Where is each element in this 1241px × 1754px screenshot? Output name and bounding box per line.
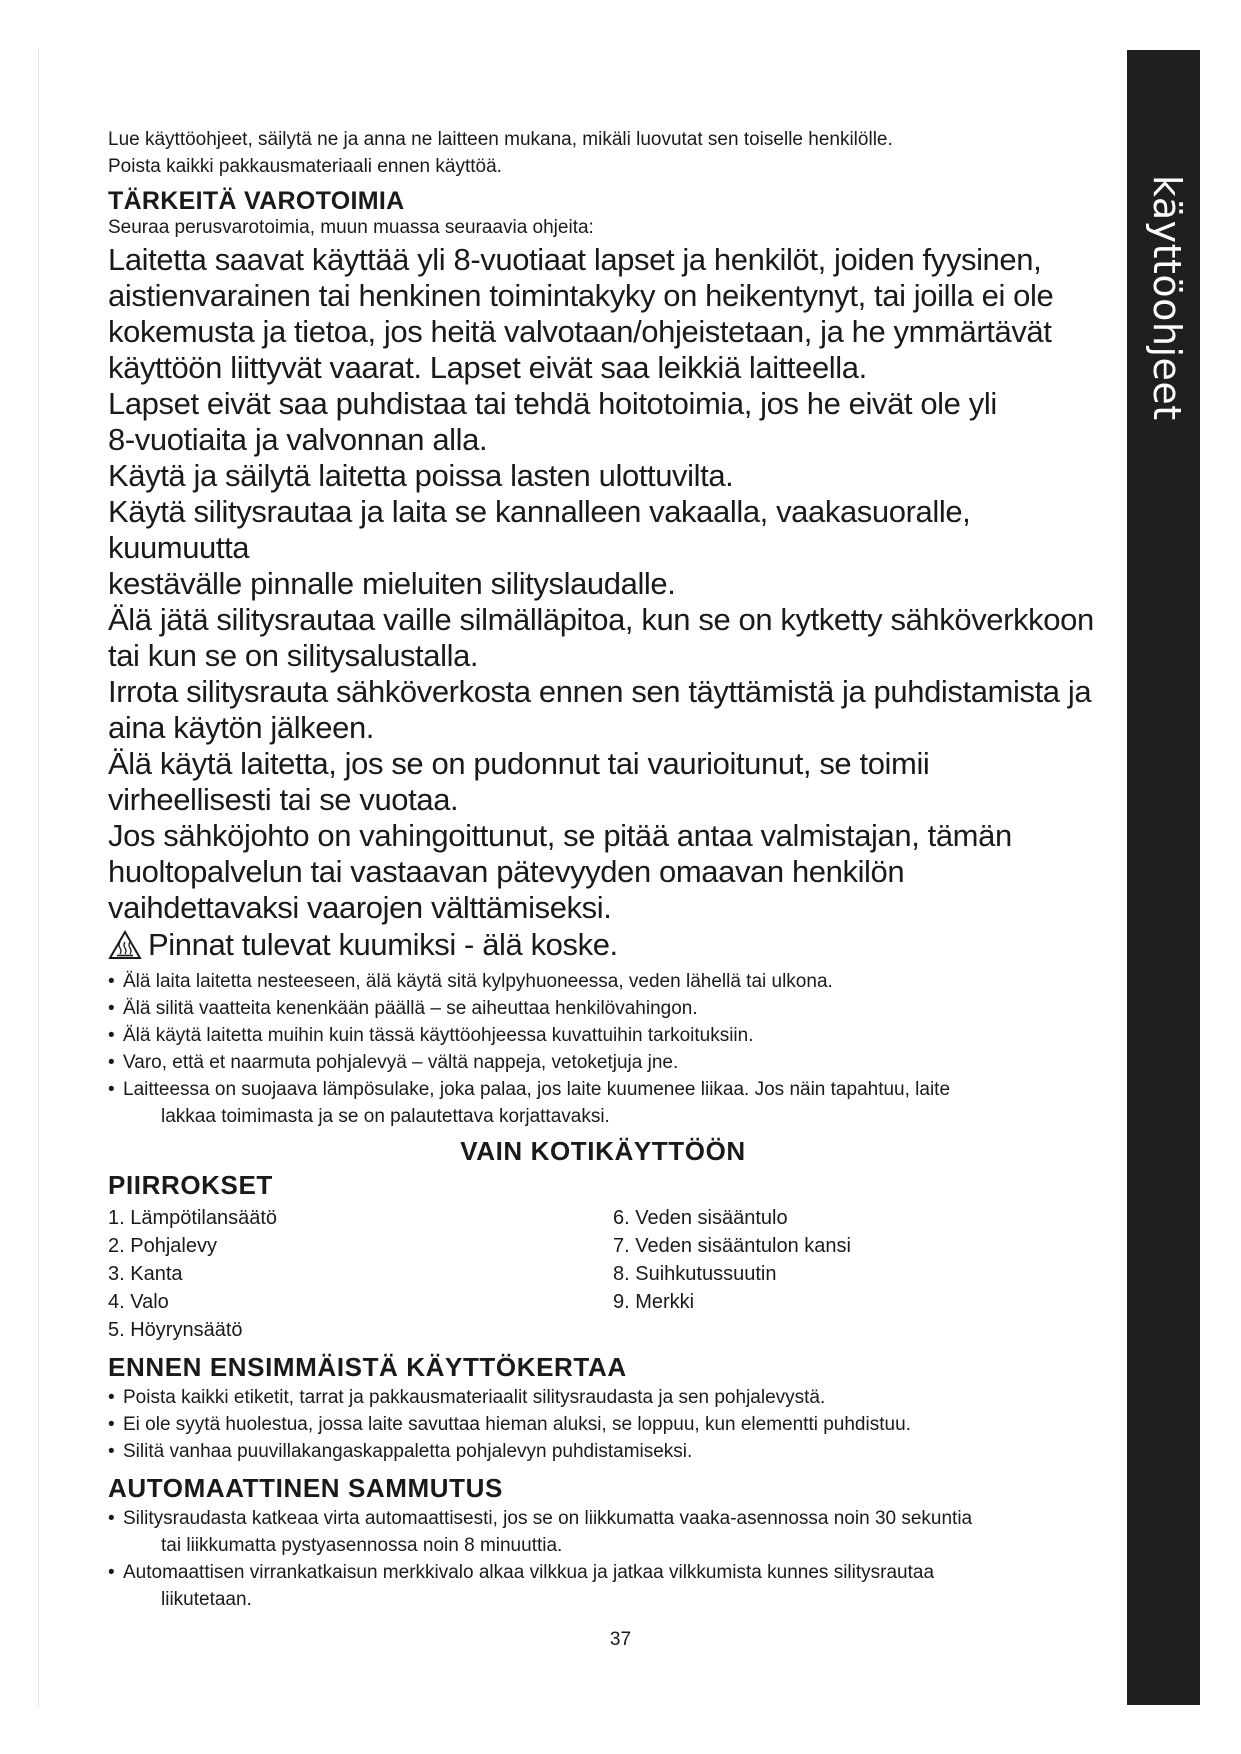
hot-surface-warning-icon — [108, 930, 142, 960]
safety-lead: Seuraa perusvarotoimia, muun muassa seuraavia ohjeita: — [108, 217, 594, 238]
list-item: • Älä laita laitetta nesteeseen, älä käytä sitä kylpyhuoneessa, veden lähellä tai ulkona. — [108, 968, 1118, 995]
list-item — [108, 1505, 1118, 1559]
list-item-continuation: liikutetaan. — [161, 1589, 252, 1610]
part-item: 2. Pohjalevy — [108, 1235, 217, 1257]
warning-line: käyttöön liittyvät vaarat. Lapset eivät saa leikkiä laitteella. — [108, 350, 867, 385]
hot-surface-text: Pinnat tulevat kuumiksi - älä koske. — [148, 927, 618, 962]
list-item: • Varo, että et naarmuta pohjalevyä – vältä nappeja, vetoketjuja jne. — [108, 1049, 1118, 1076]
list-item — [108, 1559, 1118, 1613]
safety-bullet-list — [108, 968, 1118, 1130]
warning-line: Käytä silitysrautaa ja laita se kannalleen vakaalla, vaakasuoralle, kuumuutta — [108, 494, 971, 565]
part-item: 7. Veden sisääntulon kansi — [613, 1235, 851, 1257]
warning-line: tai kun se on silitysalustalla. — [108, 638, 479, 673]
warning-line: Älä jätä silitysrautaa vaille silmälläpitoa, kun se on kytketty sähköverkkoon — [108, 602, 1094, 637]
list-item-continuation: tai liikkumatta pystyasennossa noin 8 minuuttia. — [161, 1535, 563, 1556]
safety-warnings — [108, 242, 1118, 926]
auto-off-list — [108, 1505, 1118, 1613]
part-item: 1. Lämpötilansäätö — [108, 1207, 278, 1229]
page-content — [108, 126, 1118, 1613]
warning-line: Jos sähköjohto on vahingoittunut, se pitää antaa valmistajan, tämän — [108, 818, 1012, 853]
hot-surface-warning — [108, 926, 1118, 964]
list-item — [108, 1076, 1118, 1130]
safety-heading: TÄRKEITÄ VAROTOIMIA — [108, 187, 405, 215]
list-item: • Poista kaikki etiketit, tarrat ja pakkausmateriaalit silitysraudasta ja sen pohjalevystä. — [108, 1384, 1118, 1411]
list-item: • Silitä vanhaa puuvillakangaskappaletta pohjalevyn puhdistamiseksi. — [108, 1438, 1118, 1465]
warning-line: huoltopalvelun tai vastaavan pätevyyden omaavan henkilön — [108, 854, 905, 889]
warning-line: Älä käytä laitetta, jos se on pudonnut tai vaurioitunut, se toimii — [108, 746, 930, 781]
warning-line: Irrota silitysrauta sähköverkosta ennen sen täyttämistä ja puhdistamista ja — [108, 674, 1092, 709]
warning-line: Laitetta saavat käyttää yli 8-vuotiaat lapset ja henkilöt, joiden fyysinen, — [108, 242, 1042, 277]
side-tab — [1127, 50, 1200, 1705]
parts-heading: PIIRROKSET — [108, 1170, 273, 1200]
warning-line: kestävälle pinnalle mieluiten silityslaudalle. — [108, 566, 676, 601]
home-use-heading: VAIN KOTIKÄYTTÖÖN — [460, 1136, 746, 1166]
part-item: 8. Suihkutussuutin — [613, 1263, 777, 1285]
auto-off-heading: AUTOMAATTINEN SAMMUTUS — [108, 1473, 503, 1503]
intro-line: Poista kaikki pakkausmateriaali ennen käyttöä. — [108, 156, 502, 177]
list-item-line: Automaattisen virrankatkaisun merkkivalo alkaa vilkkua ja jatkaa vilkkumista kunnes silitysrautaa — [123, 1562, 935, 1583]
intro-line: Lue käyttöohjeet, säilytä ne ja anna ne laitteen mukana, mikäli luovutat sen toiselle henkilölle. — [108, 129, 893, 150]
page-number: 37 — [609, 1629, 632, 1650]
part-item: 9. Merkki — [613, 1291, 695, 1313]
page-edge-line — [38, 48, 39, 1708]
parts-column-left — [108, 1204, 613, 1344]
parts-column-right — [613, 1204, 1118, 1344]
warning-line: aistienvarainen tai henkinen toimintakyky on heikentynyt, tai joilla ei ole — [108, 278, 1054, 313]
warning-line: vaihdettavaksi vaarojen välttämiseksi. — [108, 890, 612, 925]
warning-line: kokemusta ja tietoa, jos heitä valvotaan/ohjeistetaan, ja he ymmärtävät — [108, 314, 1052, 349]
side-tab-label: käyttöohjeet — [1145, 175, 1189, 421]
list-item-line: Silitysraudasta katkeaa virta automaattisesti, jos se on liikkumatta vaaka-asennossa noin 30 sekuntia — [123, 1508, 973, 1529]
part-item: 5. Höyrynsäätö — [108, 1319, 243, 1341]
warning-line: Lapset eivät saa puhdistaa tai tehdä hoitotoimia, jos he eivät ole yli — [108, 386, 997, 421]
list-item: • Ei ole syytä huolestua, jossa laite savuttaa hieman aluksi, se loppuu, kun elementti puhdistuu. — [108, 1411, 1118, 1438]
warning-line: virheellisesti tai se vuotaa. — [108, 782, 459, 817]
intro — [108, 126, 1118, 180]
first-use-heading: ENNEN ENSIMMÄISTÄ KÄYTTÖKERTAA — [108, 1352, 627, 1382]
warning-line: aina käytön jälkeen. — [108, 710, 375, 745]
part-item: 4. Valo — [108, 1291, 169, 1313]
parts-list — [108, 1204, 1118, 1344]
part-item: 3. Kanta — [108, 1263, 183, 1285]
warning-line: Käytä ja säilytä laitetta poissa lasten ulottuvilta. — [108, 458, 734, 493]
list-item-line: Laitteessa on suojaava lämpösulake, joka palaa, jos laite kuumenee liikaa. Jos näin tapahtuu, laite — [123, 1079, 951, 1100]
list-item: • Älä käytä laitetta muihin kuin tässä käyttöohjeessa kuvattuihin tarkoituksiin. — [108, 1022, 1118, 1049]
list-item-continuation: lakkaa toimimasta ja se on palautettava korjattavaksi. — [161, 1106, 610, 1127]
list-item: • Älä silitä vaatteita kenenkään päällä – se aiheuttaa henkilövahingon. — [108, 995, 1118, 1022]
first-use-list — [108, 1384, 1118, 1465]
warning-line: 8-vuotiaita ja valvonnan alla. — [108, 422, 488, 457]
part-item: 6. Veden sisääntulo — [613, 1207, 788, 1229]
